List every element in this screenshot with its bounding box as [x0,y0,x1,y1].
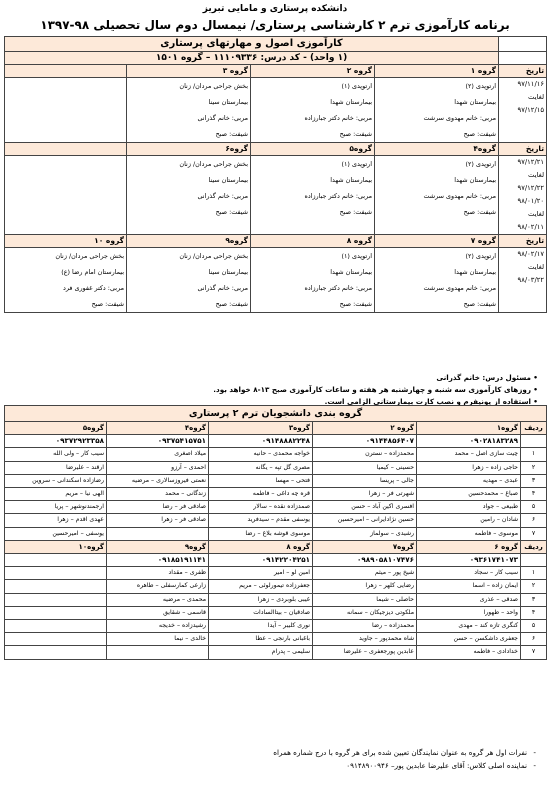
group-header: گروه۱ [417,422,521,435]
student-name: خواجه محمدی – حانیه [209,448,313,461]
student-name: الهی نیا – مریم [5,488,107,501]
student-name [5,567,107,580]
group-header: گروه۹ [107,540,209,553]
row-number: ۷ [521,646,547,659]
student-name: موسوی قوشه بلاغ – رضا [209,527,313,540]
student-name [107,646,209,659]
student-name: سیب کار – ولی الله [5,448,107,461]
program-title: برنامه کارآموزی ترم ۲ کارشناسی پرستاری/ نیمسال دوم سال تحصیلی ۹۸-۱۳۹۷ [40,18,510,32]
student-name: طبیعی – جواد [417,501,521,514]
student-name: ایمان زاده – اسما [417,580,521,593]
student-name: شاه محمدپور – جاوید [313,633,417,646]
student-name: یوسفی مقدم – سیدفرید [209,514,313,527]
student-name: نعمتی فیروزسالاری – مرضیه [107,474,209,487]
student-name: زارعی کمارسفلی – طاهره [107,580,209,593]
group-header: گروه ۱۰ [5,235,127,248]
date-range: ۹۸/۰۲/۱۷ لغایت ۹۸/۰۳/۲۲ [499,248,547,313]
date-header: تاریخ [499,235,547,248]
group-phone: ۰۹۳۷۵۴۱۵۷۵۱ [107,435,209,448]
students-title: گروه بندی دانشجویان ترم ۲ پرستاری [5,406,547,422]
student-name: چیت سازی اصل – محمد [417,448,521,461]
student-name: عهدی اقدم – زهرا [5,514,107,527]
row-number: ۳ [521,593,547,606]
student-name: ارجمندنوشهر – پریا [5,501,107,514]
student-name: واحد – طهورا [417,606,521,619]
student-name [5,646,107,659]
student-name: سیب کار – سجاد [417,567,521,580]
student-name: قره چه داغی – فاطمه [209,488,313,501]
student-name: رشیدی – سولماز [313,527,417,540]
student-name: فتحی – مهسا [209,474,313,487]
date-range: ۹۷/۱۲/۲۱ لغایت ۹۷/۱۲/۲۲ ۹۸/۰۱/۲۰ لغایت ۹۸/۰۲/۱۱ [499,156,547,235]
student-groups-table [4,405,547,660]
rotation-cell: ارتوپدی (۱) بیمارستان شهدا مربی: خانم دکتر جبارزاده شیفت: صبح [251,78,375,143]
group-phone: ۰۹۱۴۴۸۵۶۴۰۷ [313,435,417,448]
group-header: گروه ۷ [375,235,499,248]
student-name: حاجی زاده – زهرا [417,461,521,474]
schedule-table [4,36,547,313]
student-name [5,593,107,606]
student-name: صمدزاده نقده – سالار [209,501,313,514]
rotation-cell: ارتوپدی (۱) بیمارستان شهدا مربی: خانم دکتر جبارزاده شیفت: صبح [251,156,375,235]
footer-line: -نماینده اصلی کلاس: آقای علیرضا عابدین پور– ۰۹۱۴۸۹۰۰۹۴۶ [346,761,536,770]
student-name: صادقی فر – رضا [107,501,209,514]
row-number: ۴ [521,606,547,619]
student-name: محمدزاده – رضا [313,620,417,633]
group-header: گروه ۲ [313,422,417,435]
student-name: حسینی – کیمیا [313,461,417,474]
student-name: خالدی – نیما [107,633,209,646]
student-name: شهرتی فر – زهرا [313,488,417,501]
row-number: ۲ [521,580,547,593]
student-name: امین لو – امیر [209,567,313,580]
rotation-cell: بخش جراحی مردان/ زنان بیمارستان سینا مربی: خانم گذرانی شیفت: صبح [127,78,251,143]
student-name [5,606,107,619]
note-item: •روزهای کارآموزی سه شنبه و چهارشنبه هر هفته و ساعات کارآموزی صبح ۱۳-۸ خواهد بود. [213,385,538,394]
student-name: یوسفی – امیرحسین [5,527,107,540]
student-name: ارقند – علیرضا [5,461,107,474]
row-number: ۱ [521,567,547,580]
group-header [5,65,127,78]
student-name: صادقیان – بیتاالسادات [209,606,313,619]
group-phone: ۰۹۱۴۲۲۰۴۲۵۱ [209,554,313,567]
row-number: ۲ [521,461,547,474]
footer-notes [273,746,536,772]
rotation-cell: ارتوپدی (۲) بیمارستان شهدا مربی: خانم مهدوی سرشت شیفت: صبح [375,78,499,143]
course-name: کارآموزی اصول و مهارتهای پرستاری [5,37,499,52]
student-name: حسین نژادایرانی – امیرحسین [313,514,417,527]
institution-name: دانشکده پرستاری و مامایی تبریز [202,4,348,14]
student-name: مصری گل تپه – یگانه [209,461,313,474]
student-name: نوری کلیبر – آیدا [209,620,313,633]
student-name: غیبی بلوبردی – زهرا [209,593,313,606]
student-name: باغبانی بارنجی – عطا [209,633,313,646]
student-name [5,620,107,633]
group-header: گروه۱۰ [5,540,107,553]
row-number: ۷ [521,527,547,540]
student-name: جعفرزاده تیمورلوئی – مریم [209,580,313,593]
student-name: عبدی – مهدیه [417,474,521,487]
rotation-cell: ارتوپدی (۱) بیمارستان شهدا مربی: خانم دکتر جبارزاده شیفت: صبح [251,248,375,313]
student-name: افسری اکین آباد – حسن [313,501,417,514]
empty-cell [5,78,127,143]
date-header: تاریخ [499,143,547,156]
group-header: گروه۵ [251,143,375,156]
student-name: زندگانی – محمد [107,488,209,501]
group-header: گروه ۶ [417,540,521,553]
group-header [5,143,127,156]
group-header: گروه ۳ [127,65,251,78]
group-phone: ۰۹۱۸۵۱۹۱۱۴۱ [107,554,209,567]
student-name: میلاد اصغری [107,448,209,461]
student-name [5,633,107,646]
group-header: گروه۷ [313,540,417,553]
student-name: خدادادی – فاطمه [417,646,521,659]
notes-list [20,372,540,408]
student-name: محمدزاده – نسترن [313,448,417,461]
row-number: ۶ [521,514,547,527]
student-name: محمدی – مرضیه [107,593,209,606]
row-number: ۶ [521,633,547,646]
student-name: صادقی فر – زهرا [107,514,209,527]
student-name: سلیمی – پدرام [209,646,313,659]
student-name: صباغ – محمدحسین [417,488,521,501]
student-name: ظفری – مقداد [107,567,209,580]
group-header: گروه۴ [107,422,209,435]
row-number: ۴ [521,488,547,501]
rotation-cell: بخش جراحی مردان/ زنان بیمارستان امام رضا (ع) مربی: دکتر غفوری فرد شیفت: صبح [5,248,127,313]
row-header: ردیف [521,540,547,553]
group-header: گروه۵ [5,422,107,435]
group-header: گروه۴ [375,143,499,156]
student-name: صدقی – عذری [417,593,521,606]
rotation-cell: بخش جراحی مردان/ زنان بیمارستان سینا مربی: خانم گذرانی شیفت: صبح [127,156,251,235]
date-header: تاریخ [499,65,547,78]
student-name: رضازاده اسکندانی – سروین [5,474,107,487]
student-name: حاصلی – شیما [313,593,417,606]
student-name: رضایی کلهر – زهرا [313,580,417,593]
empty-cell [5,156,127,235]
student-name: کنگری تازه کند – مهدی [417,620,521,633]
group-header: گروه ۲ [251,65,375,78]
student-name [107,527,209,540]
group-phone: ۰۹۱۴۸۸۸۲۲۴۸ [209,435,313,448]
student-name: جعفری داشکسن – حسن [417,633,521,646]
note-item: •مسئول درس: خانم گذرانی [436,373,538,382]
note-item: •استفاده از یونیفرم و نصب کارت بیمارستانی الزامی است. [324,397,538,406]
group-header: گروه۹ [127,235,251,248]
rotation-cell: ارتوپدی (۲) بیمارستان شهدا مربی: خانم مهدوی سرشت شیفت: صبح [375,156,499,235]
group-header: گروه ۸ [251,235,375,248]
date-range: ۹۷/۱۱/۱۶ لغایت ۹۷/۱۲/۱۵ [499,78,547,143]
student-name: احمدی – آرزو [107,461,209,474]
student-name: شیخ پور – میثم [313,567,417,580]
student-name: رشیدزاده – خدیجه [107,620,209,633]
footer-line: -نفرات اول هر گروه به عنوان نمایندگان تعیین شده برای هر گروه با درج شماره همراه [273,748,536,757]
row-header: ردیف [521,422,547,435]
row-number: ۵ [521,620,547,633]
group-header: گروه۳ [209,422,313,435]
group-phone [5,554,107,567]
student-name [5,580,107,593]
rotation-cell: ارتوپدی (۲) بیمارستان شهدا مربی: خانم مهدوی سرشت شیفت: صبح [375,248,499,313]
group-phone: ۰۹۳۶۱۷۴۱۰۷۳ [417,554,521,567]
group-phone: ۰۹۰۲۸۱۸۳۲۸۹ [417,435,521,448]
group-header: گروه۶ [127,143,251,156]
group-header: گروه ۸ [209,540,313,553]
student-name: قاسمی – شقایق [107,606,209,619]
student-name: جالی – پریسا [313,474,417,487]
rotation-cell: بخش جراحی مردان/ زنان بیمارستان سینا مربی: خانم گذرانی شیفت: صبح [127,248,251,313]
row-number: ۵ [521,501,547,514]
student-name: شادان – رامین [417,514,521,527]
row-number [521,435,547,448]
group-phone: ۰۹۳۷۲۹۲۳۳۵۸ [5,435,107,448]
group-header: گروه ۱ [375,65,499,78]
row-number: ۳ [521,474,547,487]
row-number: ۱ [521,448,547,461]
student-name: ملکوتی دیزجیکان – سمانه [313,606,417,619]
course-info: (۱ واحد) - کد درس: ۱۱۱۰۹۳۳۶ – گروه ۱۵۰۱ [5,52,499,65]
row-number [521,554,547,567]
group-phone: ۰۹۸۹۰۵۸۱۰۷۴۷۶ [313,554,417,567]
student-name: موسوی – فاطمه [417,527,521,540]
student-name: عابدین پورجعفری – علیرضا [313,646,417,659]
